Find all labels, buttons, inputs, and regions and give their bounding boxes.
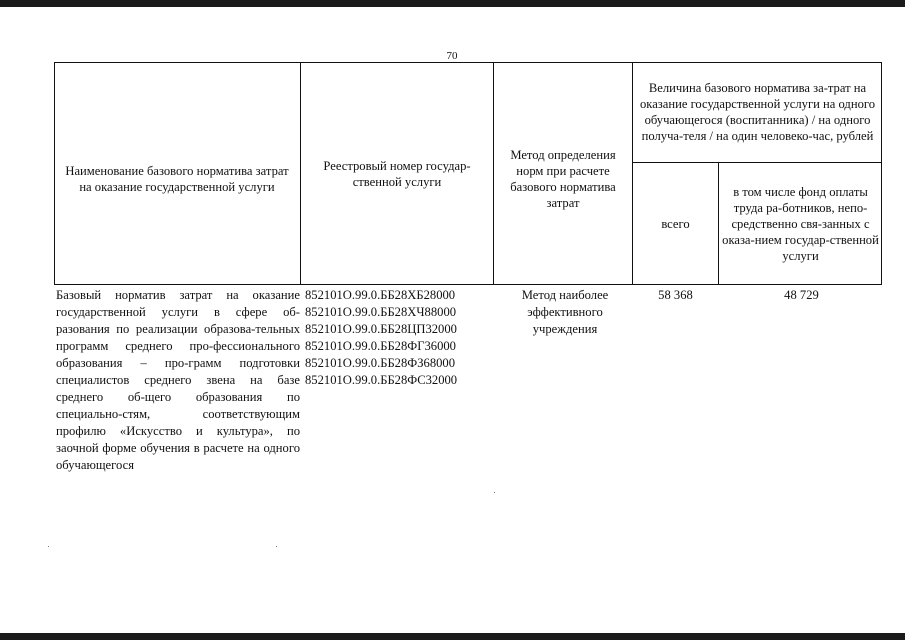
header-total: всего bbox=[661, 217, 690, 231]
registry-number: 852101О.99.0.ББ28ХЧ88000 bbox=[305, 305, 457, 319]
header-value-group: Величина базового норматива за-трат на оказание государственной услуги на одного обучающегося (воспитанника) / на одного получа-теля / на один человеко-час, рублей bbox=[639, 81, 876, 143]
registry-number: 852101О.99.0.ББ28ЦП32000 bbox=[305, 322, 457, 336]
row-registry-numbers bbox=[305, 287, 497, 389]
registry-number: 852101О.99.0.ББ28ФС32000 bbox=[305, 373, 458, 387]
scan-speck bbox=[494, 492, 495, 493]
page-number: 70 bbox=[446, 50, 458, 62]
norms-table-header bbox=[54, 62, 882, 285]
scan-speck bbox=[48, 546, 49, 547]
header-service-name: Наименование базового норматива затрат на оказание государственной услуги bbox=[65, 163, 289, 194]
row-wage-fund-value: 48 729 bbox=[784, 288, 819, 302]
row-method: Метод наиболее эффективного учреждения bbox=[521, 288, 609, 336]
row-service-name: Базовый норматив затрат на оказание государственной услуги в сфере об-разования по реализации образова-тельных программ среднего про-фессионального образования – про-грамм подготовки специалистов среднего звена на базе среднего об-щего образования по специально-стям, соответствующим профилю «Искусство и культура», по заочной форме обучения в расчете на одного обучающегося bbox=[56, 288, 300, 472]
scan-edge-top bbox=[0, 0, 905, 7]
scan-speck bbox=[276, 546, 277, 547]
registry-number: 852101О.99.0.ББ28ФЗ68000 bbox=[305, 356, 456, 370]
row-total-value: 58 368 bbox=[658, 288, 693, 302]
header-method: Метод определения норм при расчете базового норматива затрат bbox=[510, 147, 616, 210]
header-wage-fund: в том числе фонд оплаты труда ра-ботников, непо-средственно свя-занных с оказа-нием государ-ственной услуги bbox=[722, 185, 879, 263]
registry-number: 852101О.99.0.ББ28ХБ28000 bbox=[305, 288, 456, 302]
registry-number: 852101О.99.0.ББ28ФГ36000 bbox=[305, 339, 456, 353]
header-registry-number: Реестровый номер государ-ственной услуги bbox=[323, 158, 471, 189]
scan-edge-bottom bbox=[0, 633, 905, 640]
